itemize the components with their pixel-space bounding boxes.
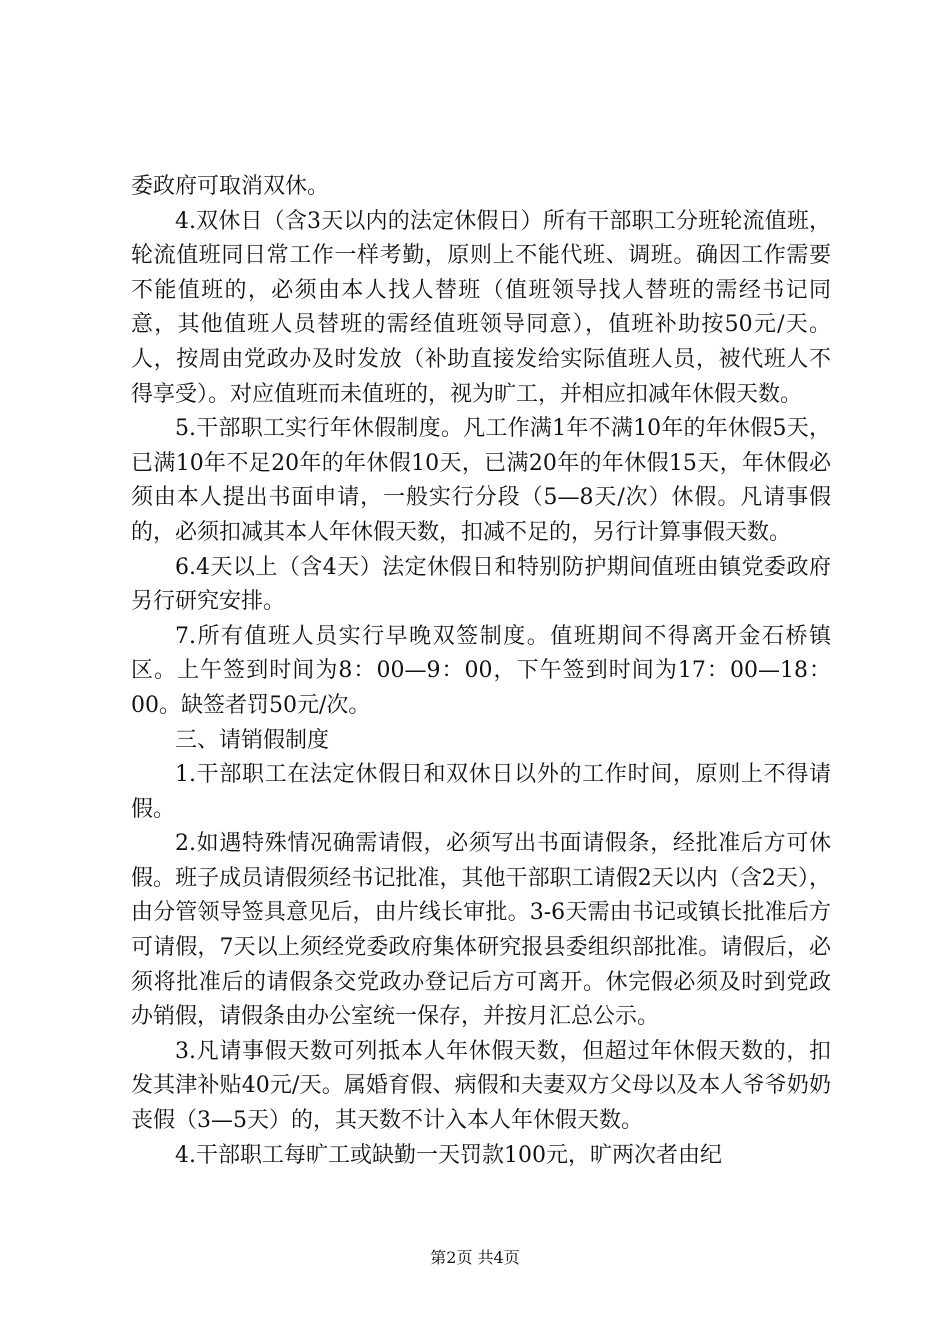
paragraph-item-5: 5.干部职工实行年休假制度。凡工作满1年不满10年的年休假5天，已满10年不足20年的年休假10天，已满20年的年休假15天，年休假必须由本人提出书面申请，一般实行分段（5—8天/次）休假。凡请事假的，必须扣减其本人年休假天数，扣减不足的，另行计算事假天数。 [131,416,831,545]
paragraph-item-6: 6.4天以上（含4天）法定休假日和特别防护期间值班由镇党委政府另行研究安排。 [131,554,831,615]
document-body [131,170,831,1173]
paragraph-item-7: 7.所有值班人员实行早晚双签制度。值班期间不得离开金石桥镇区。上午签到时间为8：00—9：00，下午签到时间为17：00—18：00。缺签者罚50元/次。 [131,623,831,718]
paragraph-leave-3: 3.凡请事假天数可列抵本人年休假天数，但超过年休假天数的，扣发其津补贴40元/天。属婚育假、病假和夫妻双方父母以及本人爷爷奶奶丧假（3—5天）的，其天数不计入本人年休假天数。 [131,1038,831,1134]
paragraph-leave-1: 1.干部职工在法定休假日和双休日以外的工作时间，原则上不得请假。 [131,762,831,822]
page-number-footer: 第2页 共4页 [430,1248,520,1267]
section-heading: 三、请销假制度 [175,727,330,753]
paragraph-leave-2: 2.如遇特殊情况确需请假，必须写出书面请假条，经批准后方可休假。班子成员请假须经书记批准，其他干部职工请假2天以内（含2天），由分管领导签具意见后，由片线长审批。3-6天需由书记或镇长批准后方可请假，7天以上须经党委政府集体研究报县委组织部批准。请假后，必须将批准后的请假条交党政办登记后方可离开。休完假必须及时到党政办销假，请假条由办公室统一保存，并按月汇总公示。 [131,831,831,1030]
paragraph-continuation: 委政府可取消双休。 [131,174,330,199]
paragraph-item-4: 4.双休日（含3天以内的法定休假日）所有干部职工分班轮流值班，轮流值班同日常工作一样考勤，原则上不能代班、调班。确因工作需要不能值班的，必须由本人找人替班（值班领导找人替班的需经书记同意，其他值班人员替班的需经值班领导同意），值班补助按50元/天。人，按周由党政办及时发放（补助直接发给实际值班人员，被代班人不得享受）。对应值班而未值班的，视为旷工，并相应扣减年休假天数。 [131,208,831,407]
paragraph-leave-4: 4.干部职工每旷工或缺勤一天罚款100元，旷两次者由纪 [175,1142,722,1168]
